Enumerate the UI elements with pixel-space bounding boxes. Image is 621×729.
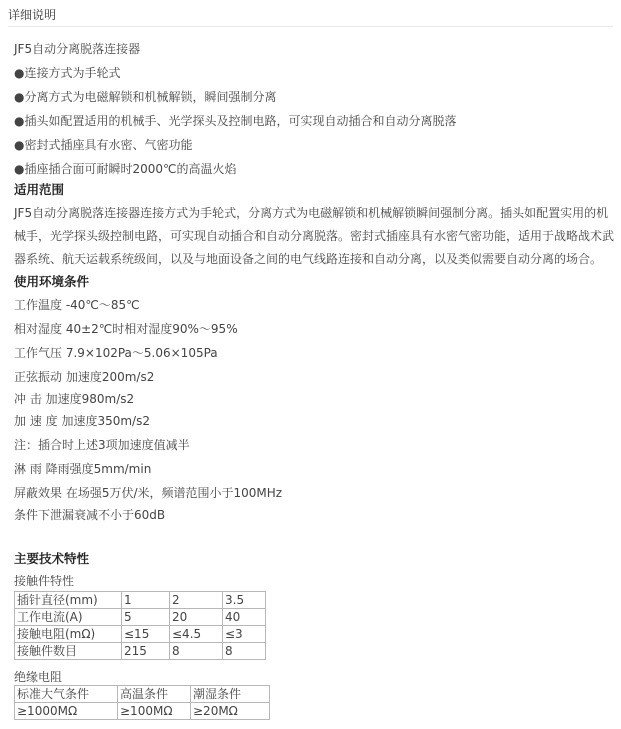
table-cell: ≥20MΩ	[191, 703, 270, 720]
feature-bullet: ●分离方式为电磁解锁和机械解锁，瞬间强制分离	[14, 90, 277, 104]
table-row	[15, 626, 266, 643]
section-title: 详细说明	[8, 8, 57, 22]
table-cell: 2	[170, 592, 223, 609]
table-cell: 接触件数目	[15, 643, 122, 660]
table-cell: ≥100MΩ	[118, 703, 191, 720]
table-cell: 高温条件	[118, 686, 191, 703]
env-line: 工作温度 -40℃～85℃	[14, 298, 140, 312]
insulation-table	[14, 685, 270, 720]
table-cell: 40	[223, 609, 266, 626]
table-row	[15, 703, 270, 720]
scope-paragraph-line: 器系统、航天运载系统级间，以及与地面设备之间的电气线路连接和自动分离，以及类似需要自动分离的场合。	[14, 252, 603, 266]
table-cell: 3.5	[223, 592, 266, 609]
env-title: 使用环境条件	[14, 274, 90, 289]
table-cell: ≥1000MΩ	[15, 703, 118, 720]
divider	[8, 26, 613, 27]
contact-label: 接触件特性	[14, 574, 75, 588]
feature-bullet: ●插座插合面可耐瞬时2000℃的高温火焰	[14, 162, 237, 176]
tech-title: 主要技术特性	[14, 551, 90, 566]
table-cell: ≤15	[122, 626, 170, 643]
scope-title: 适用范围	[14, 182, 65, 197]
table-row	[15, 592, 266, 609]
table-cell: 潮湿条件	[191, 686, 270, 703]
table-cell: ≤3	[223, 626, 266, 643]
table-cell: 5	[122, 609, 170, 626]
env-note: 注：插合时上述3项加速度值减半	[14, 438, 190, 452]
scope-paragraph-line: 械手，光学探头级控制电路，可实现自动插合和自动分离脱落。密封式插座具有水密气密功能，适用于战略战术武	[14, 229, 615, 243]
product-heading: JF5自动分离脱落连接器	[14, 42, 141, 56]
env-line: 屏蔽效果 在场强5万伏/米，频谱范围小于100MHz	[14, 486, 283, 500]
env-line: 淋 雨 降雨强度5mm/min	[14, 462, 152, 476]
env-line: 相对湿度 40±2℃时相对湿度90%～95%	[14, 322, 238, 336]
table-cell: 工作电流(A)	[15, 609, 122, 626]
feature-bullet: ●插头如配置适用的机械手、光学探头及控制电路，可实现自动插合和自动分离脱落	[14, 114, 457, 128]
env-line: 加 速 度 加速度350m/s2	[14, 414, 150, 428]
table-cell: ≤4.5	[170, 626, 223, 643]
insulation-label: 绝缘电阻	[14, 670, 63, 684]
env-line: 正弦振动 加速度200m/s2	[14, 370, 155, 384]
feature-bullet: ●密封式插座具有水密、气密功能	[14, 138, 193, 152]
table-cell: 接触电阻(mΩ)	[15, 626, 122, 643]
contact-table	[14, 591, 266, 660]
table-cell: 8	[223, 643, 266, 660]
table-row	[15, 686, 270, 703]
table-cell: 20	[170, 609, 223, 626]
feature-bullet: ●连接方式为手轮式	[14, 66, 121, 80]
scope-paragraph-line: JF5自动分离脱落连接器连接方式为手轮式，分离方式为电磁解锁和机械解锁瞬间强制分离。插头如配置实用的机	[14, 206, 609, 220]
env-line: 工作气压 7.9×102Pa～5.06×105Pa	[14, 346, 218, 360]
table-cell: 插针直径(mm)	[15, 592, 122, 609]
env-line: 条件下泄漏衰减不小于60dB	[14, 508, 166, 522]
table-cell: 215	[122, 643, 170, 660]
table-row	[15, 643, 266, 660]
table-cell: 标准大气条件	[15, 686, 118, 703]
table-cell: 1	[122, 592, 170, 609]
env-line: 冲 击 加速度980m/s2	[14, 392, 135, 406]
table-cell: 8	[170, 643, 223, 660]
table-row	[15, 609, 266, 626]
